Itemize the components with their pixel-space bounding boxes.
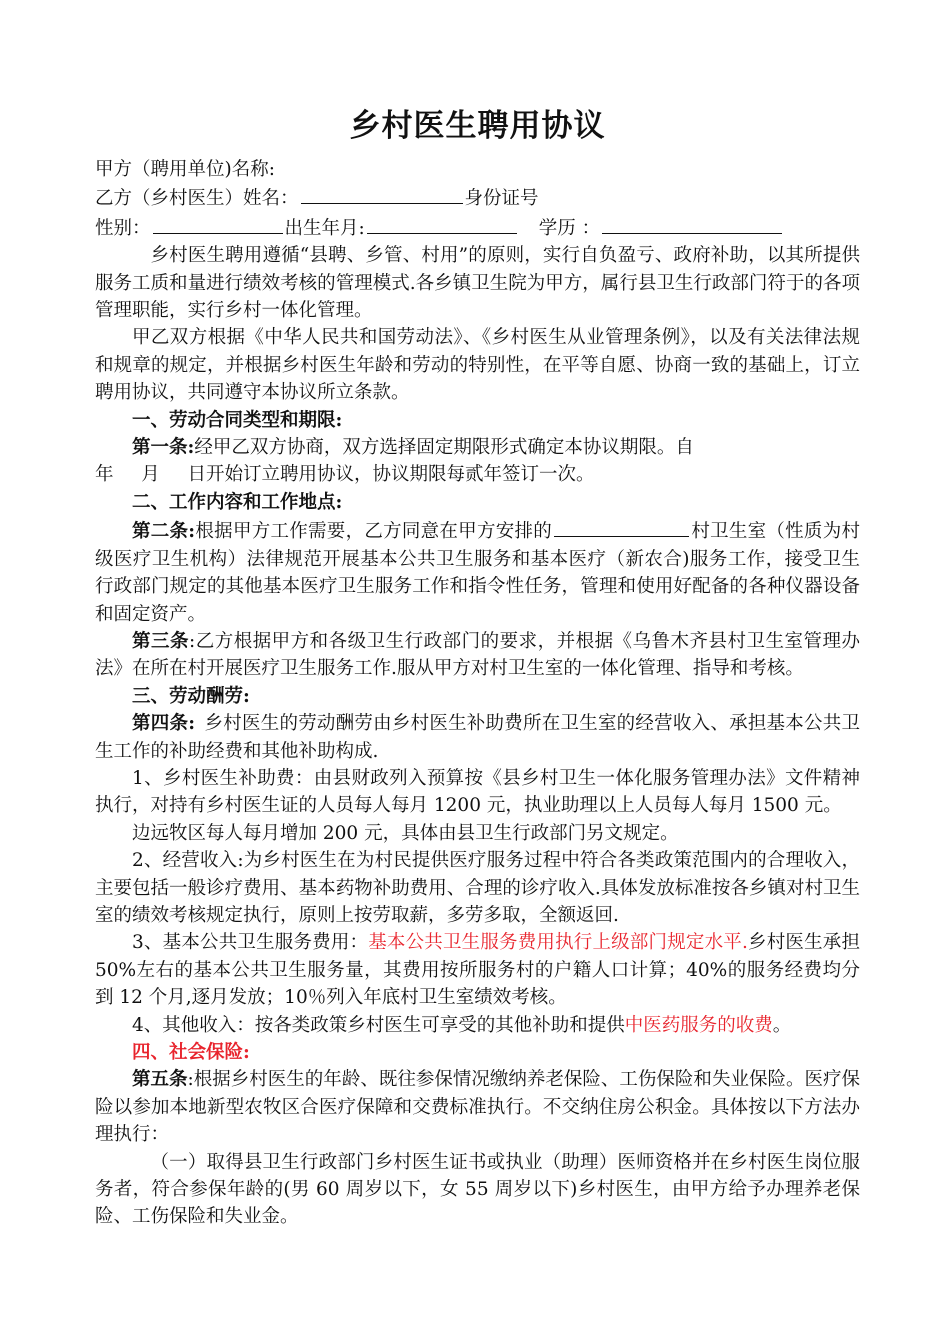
name-blank[interactable]	[301, 183, 463, 204]
party-b-name-label: 乙方（乡村医生）姓名：	[95, 188, 299, 210]
other-income-end: 。	[772, 1014, 792, 1036]
article-3	[95, 628, 860, 683]
article-2-text: 根据甲方工作需要，乙方同意在甲方安排的	[195, 521, 553, 543]
article-1-label: 第一条:	[132, 437, 195, 459]
birth-label: 出生年月:	[284, 217, 365, 239]
article-1	[95, 434, 860, 489]
party-b-line	[95, 183, 860, 212]
article-4-label: 第四条:	[132, 713, 196, 735]
education-blank[interactable]	[602, 213, 782, 234]
other-income-paragraph	[95, 1012, 860, 1039]
gender-blank[interactable]	[153, 213, 283, 234]
page-title: 乡村医生聘用协议	[349, 108, 606, 144]
intro-paragraph: 乡村医生聘用遵循“县聘、乡管、村用”的原则，实行自负盈亏、政府补助，以其所提供服务工质和量进行绩效考核的管理模式.各乡镇卫生院为甲方，属行县卫生行政部门符于的各项管理职能，实行乡村一体化管理。	[95, 245, 860, 322]
article-5-label: 第五条	[132, 1069, 188, 1091]
section-heading-1: 一、劳动合同类型和期限:	[132, 409, 343, 431]
other-income-highlight: 中医药服务的收费	[624, 1014, 773, 1036]
education-label: 学历 ：	[538, 217, 601, 239]
public-health-highlight: 基本公共卫生服务费用执行上级部门规定水平.	[368, 932, 748, 954]
document-page	[95, 100, 860, 1231]
party-a-label: 甲方（聘用单位)名称:	[95, 159, 275, 180]
subsidy-paragraph: 1、乡村医生补助费：由县财政列入预算按《县乡村卫生一体化服务管理办法》文件精神执行，对持有乡村医生证的人员每人每月 1200 元，执业助理以上人员每人每月 1500 元。	[95, 767, 860, 817]
article-5-text: :根据乡村医生的年龄、既往参保情况缴纳养老保险、工伤保险和失业保险。医疗保险以参加本地新型农牧区合医疗保障和交费标准执行。不交纳住房公积金。具体按以下方法办理执行：	[95, 1069, 860, 1146]
article-2-text-2: 村卫生室（性质为村级医疗卫生机构）法律规范开展基本公共卫生服务和基本医疗（新农合)服务工作，接受卫生行政部门规定的其他基本医疗卫生服务工作和指令性任务，管理和使用好配备的各种仪器设备和固定资产。	[95, 521, 860, 625]
article-2-label: 第二条:	[132, 521, 196, 543]
section-heading-4: 四、社会保险:	[132, 1042, 250, 1063]
article-1-text: 经甲乙双方协商，双方选择固定期限形式确定本协议期限。自	[194, 437, 694, 459]
public-health-paragraph	[95, 929, 860, 1011]
article-4	[95, 710, 860, 765]
article-1-month: 月	[141, 464, 160, 486]
article-3-text: :乙方根据甲方和各级卫生行政部门的要求，并根据《乌鲁木齐县村卫生室管理办法》在所在村开展医疗卫生服务工作.服从甲方对村卫生室的一体化管理、指导和考核。	[95, 630, 860, 680]
section-heading-3: 三、劳动酬劳:	[132, 685, 250, 707]
gender-label: 性别：	[95, 217, 151, 239]
village-blank[interactable]	[554, 516, 689, 537]
article-5	[95, 1066, 860, 1148]
id-number-label: 身份证号	[464, 188, 539, 210]
article-1-year: 年	[95, 464, 114, 486]
party-a-line	[95, 156, 860, 183]
public-health-label: 3、基本公共卫生服务费用：	[132, 932, 369, 954]
insurance-item-1: （一）取得县卫生行政部门乡村医生证书或执业（助理）医师资格并在乡村医生岗位服务者，符合参保年龄的(男 60 周岁以下，女 55 周岁以下)乡村医生，由甲方给予办理养老保险、工伤保险和失业金。	[95, 1151, 860, 1228]
article-1-text-2: 日开始订立聘用协议，协议期限每贰年签订一次。	[187, 464, 595, 486]
article-2	[95, 516, 860, 628]
other-income-text: 4、其他收入：按各类政策乡村医生可享受的其他补助和提供	[132, 1014, 625, 1036]
basis-paragraph: 甲乙双方根据《中华人民共和国劳动法》、《乡村医生从业管理条例》，以及有关法律法规和规章的规定，并根据乡村医生年龄和劳动的特别性，在平等自愿、协商一致的基础上，订立聘用协议，共同遵守本协议所立条款。	[95, 327, 860, 404]
section-heading-2: 二、工作内容和工作地点:	[132, 491, 343, 513]
info-line	[95, 213, 860, 242]
public-health-text: 乡村医生承担 50%左右的基本公共卫生服务量，其费用按所服务村的户籍人口计算；40%的服务经费均分到 12 个月,逐月发放；10％列入年底村卫生室绩效考核。	[95, 932, 860, 1009]
remote-area-paragraph: 边远牧区每人每月增加 200 元，具体由县卫生行政部门另文规定。	[132, 822, 679, 844]
birth-blank[interactable]	[367, 213, 517, 234]
article-3-label: 第三条	[132, 630, 189, 652]
article-4-text: 乡村医生的劳动酬劳由乡村医生补助费所在卫生室的经营收入、承担基本公共卫生工作的补助经费和其他补助构成.	[95, 713, 860, 762]
operating-income-paragraph: 2、经营收入:为乡村医生在为村民提供医疗服务过程中符合各类政策范围内的合理收入，主要包括一般诊疗费用、基本药物补助费用、合理的诊疗收入.具体发放标准按各乡镇对村卫生室的绩效考核规定执行，原则上按劳取薪，多劳多取，全额返回.	[95, 850, 860, 926]
